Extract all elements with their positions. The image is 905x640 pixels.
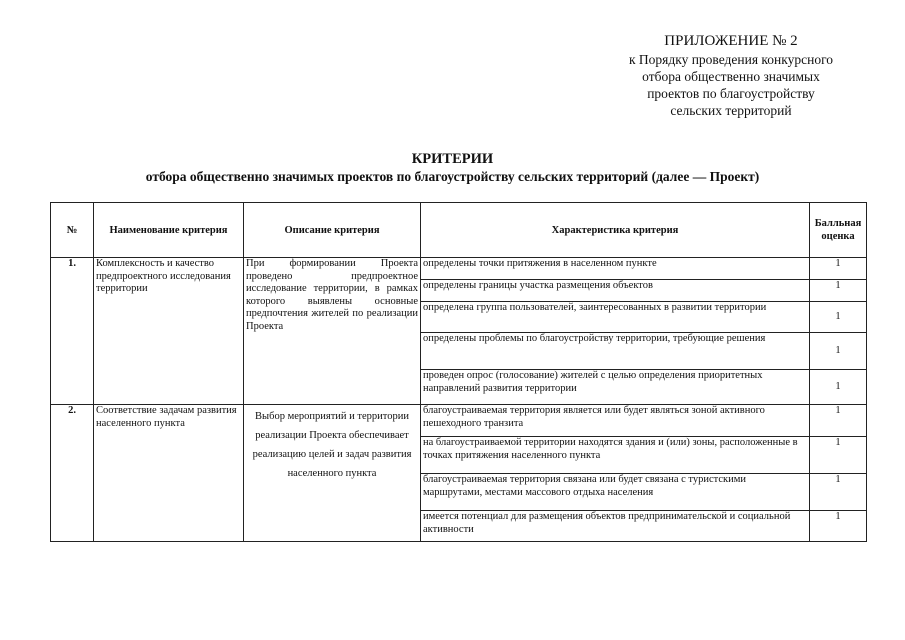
header-name: Наименование критерия [94,203,244,258]
criterion-num: 1. [51,258,94,405]
score-cell: 1 [810,437,867,474]
table-row [51,405,867,437]
document-title [0,150,905,186]
score-cell: 1 [810,405,867,437]
criterion-description: Выбор мероприятий и территории реализации Проекта обеспечивает реализацию целей и задач развития населенного пункта [244,405,421,542]
score-cell: 1 [810,258,867,280]
appendix-heading: ПРИЛОЖЕНИЕ № 2 [664,33,798,49]
header-description: Описание критерия [244,203,421,258]
appendix-line: проектов по благоустройству [647,86,815,101]
characteristic-cell: определены границы участка размещения объектов [421,280,810,302]
header-score: Балльная оценка [810,203,867,258]
criterion-name: Комплексность и качество предпроектного исследования территории [94,258,244,405]
criterion-name: Соответствие задачам развития населенного пункта [94,405,244,542]
appendix-block [600,32,862,119]
characteristic-cell: определена группа пользователей, заинтересованных в развитии территории [421,302,810,333]
score-cell: 1 [810,511,867,542]
criterion-num: 2. [51,405,94,542]
score-cell: 1 [810,370,867,405]
table-header-row [51,203,867,258]
title-subtitle: отбора общественно значимых проектов по благоустройству сельских территорий (далее — Проект) [145,169,760,184]
score-cell: 1 [810,333,867,370]
characteristic-cell: проведен опрос (голосование) жителей с целью определения приоритетных направлений развития территории [421,370,810,405]
score-cell: 1 [810,280,867,302]
criteria-table [50,202,867,542]
header-num: № [51,203,94,258]
criterion-description: При формировании Проекта проведено предпроектное исследование территории, в рамках которого выявлены основные предпочтения жителей по реализации Проекта [244,258,421,405]
title-main: КРИТЕРИИ [411,151,494,167]
characteristic-cell: имеется потенциал для размещения объектов предпринимательской и социальной активности [421,511,810,542]
table-row [51,258,867,280]
characteristic-cell: благоустраиваемая территория является или будет являться зоной активного пешеходного транзита [421,405,810,437]
score-cell: 1 [810,302,867,333]
characteristic-cell: определены проблемы по благоустройству территории, требующие решения [421,333,810,370]
characteristic-cell: определены точки притяжения в населенном пункте [421,258,810,280]
score-cell: 1 [810,474,867,511]
appendix-line: к Порядку проведения конкурсного [628,52,834,67]
characteristic-cell: благоустраиваемая территория связана или будет связана с туристскими маршрутами, местами массового отдыха населения [421,474,810,511]
appendix-line: отбора общественно значимых [642,69,820,84]
characteristic-cell: на благоустраиваемой территории находятся здания и (или) зоны, расположенные в точках притяжения населенного пункта [421,437,810,474]
header-characteristic: Характеристика критерия [421,203,810,258]
appendix-line: сельских территорий [670,103,792,118]
